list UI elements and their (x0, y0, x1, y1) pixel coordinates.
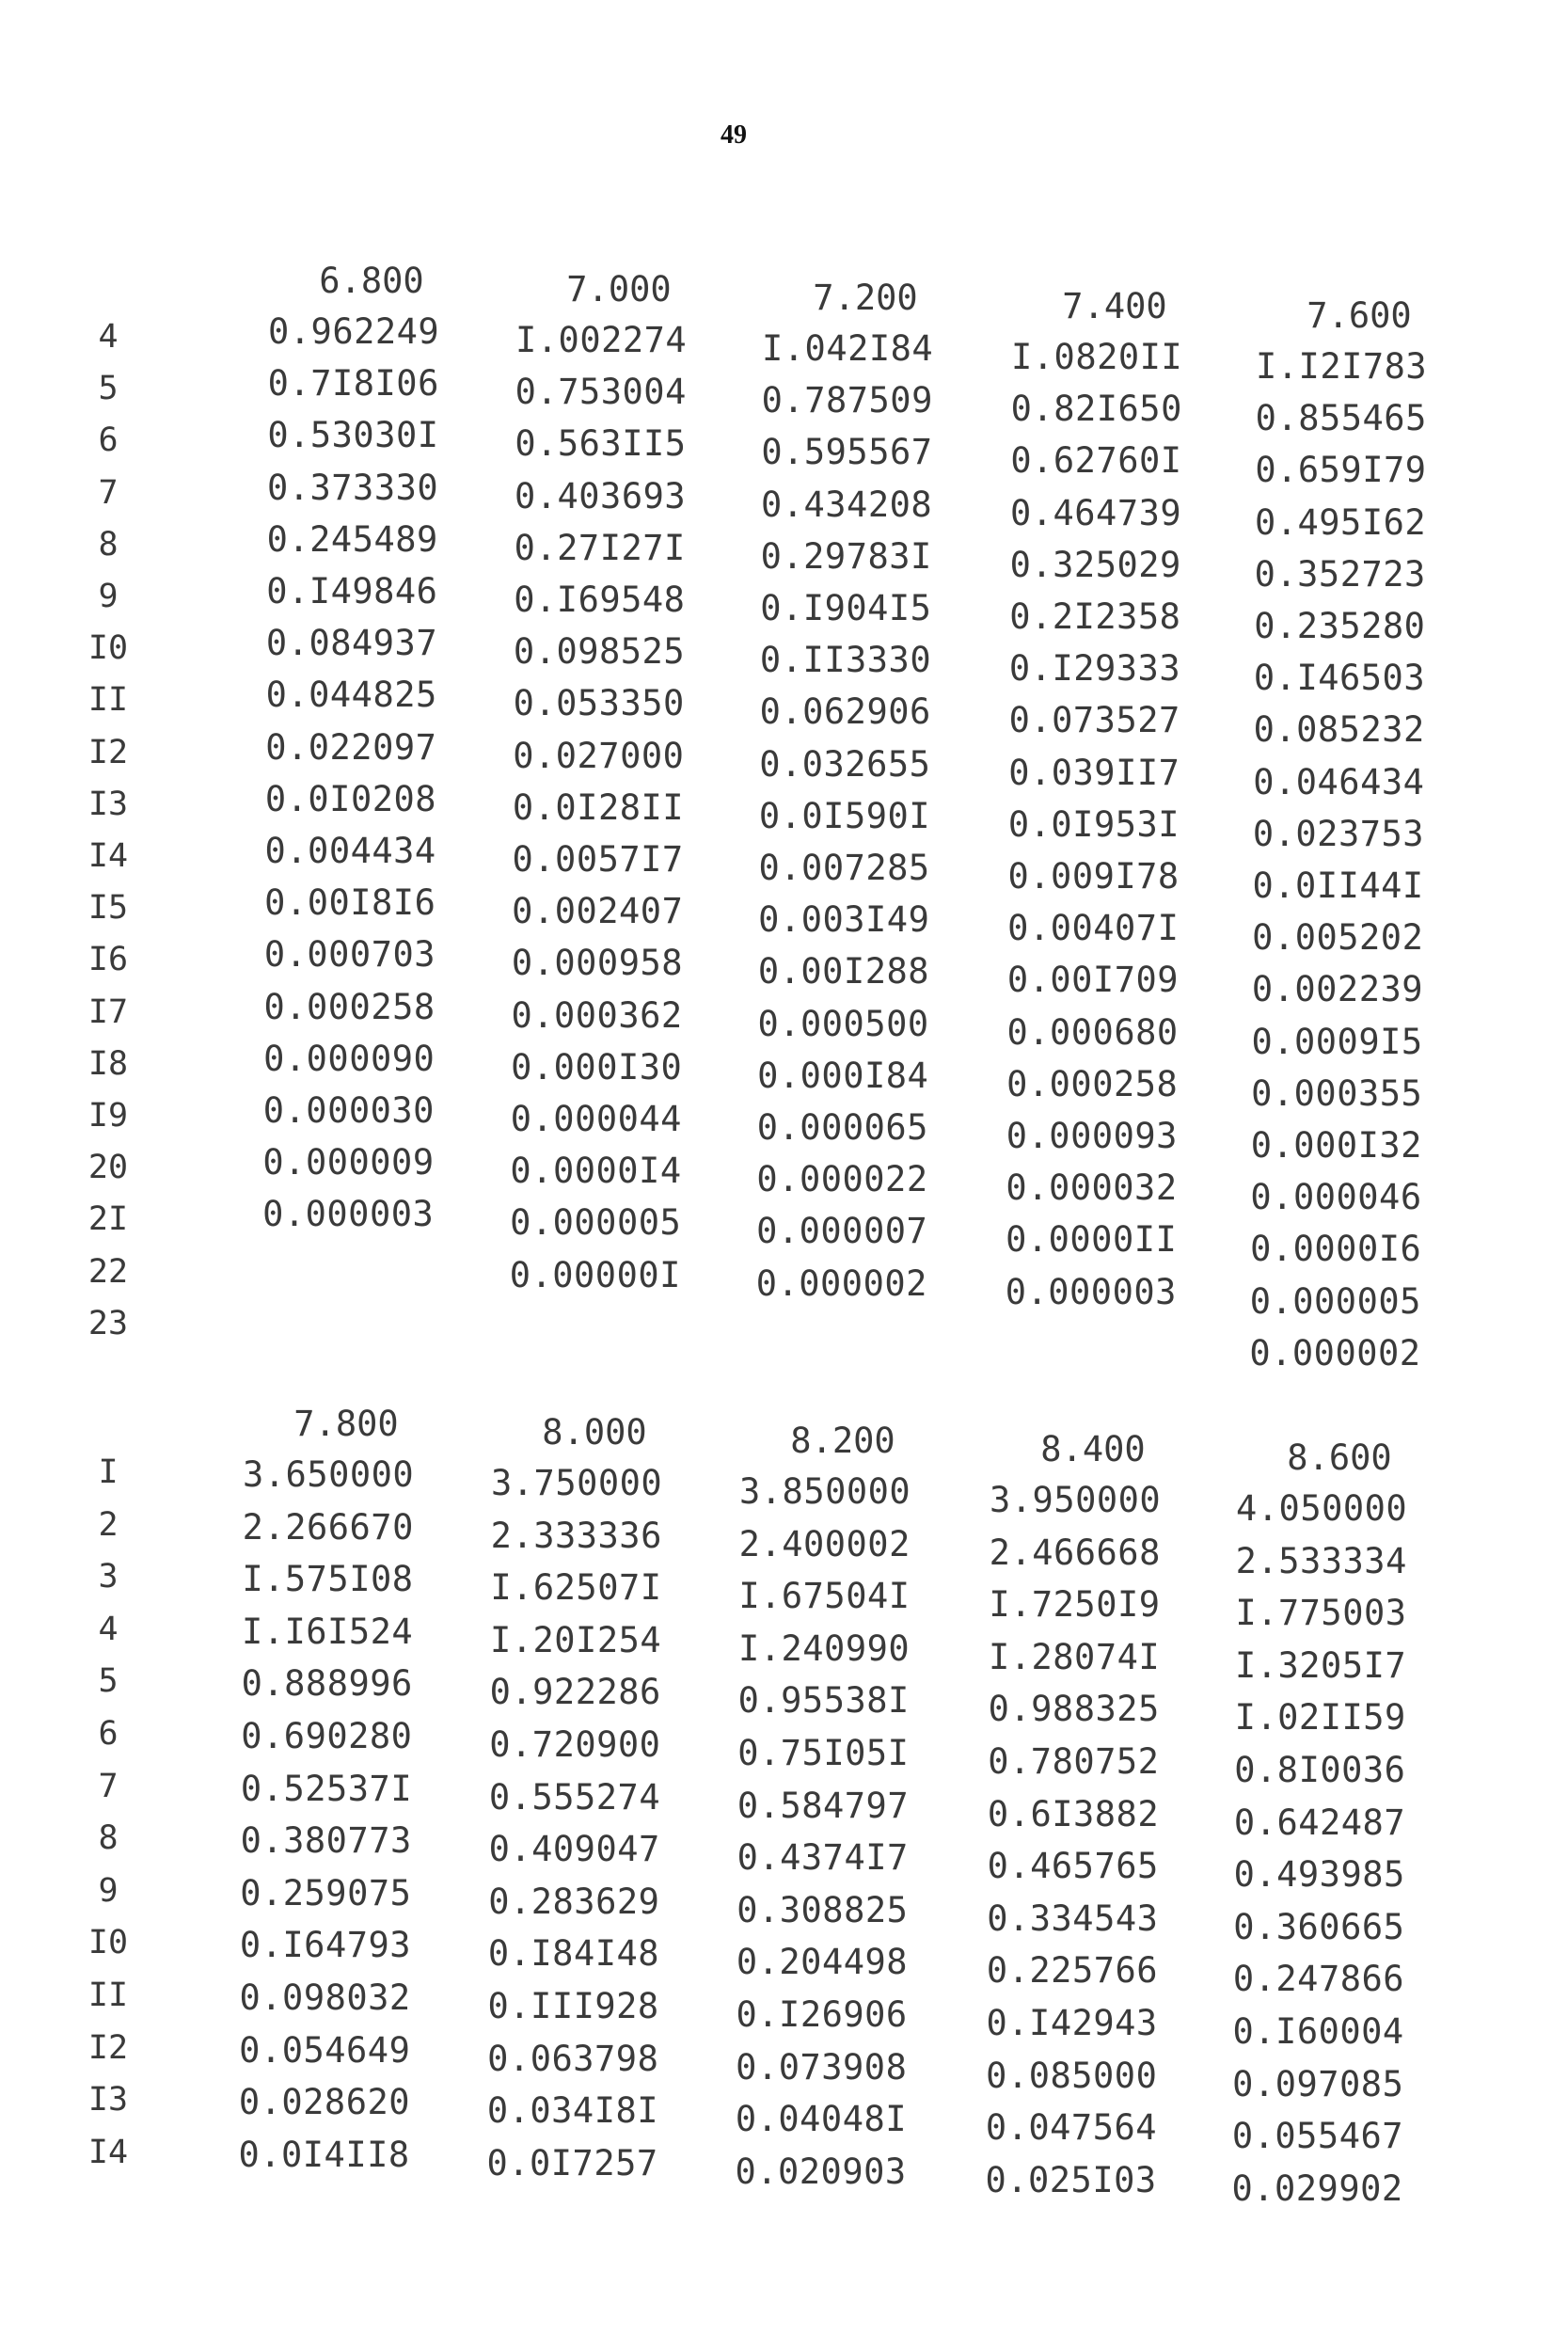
table-cell: 0.690280 (241, 1716, 413, 1756)
table-cell: 0.0000I4 (510, 1151, 682, 1192)
table-cell: 0.000I32 (1250, 1125, 1422, 1166)
table-cell: 0.053350 (513, 683, 685, 724)
table-cell: 3.750000 (491, 1463, 663, 1503)
row-label: 22 (87, 1252, 129, 1291)
table-cell: 0.787509 (761, 380, 933, 421)
table-cell: 0.098525 (513, 631, 686, 673)
table-cell: 0.000680 (1006, 1011, 1179, 1053)
table-cell: 0.27I27I (514, 527, 686, 568)
table-cell: 0.555274 (488, 1776, 661, 1818)
table-cell: 0.8I0036 (1234, 1750, 1406, 1790)
table-cell: I.3205I7 (1234, 1644, 1407, 1686)
table-cell: 0.6I3882 (987, 1793, 1160, 1834)
table-cell: 0.4374I7 (736, 1837, 909, 1879)
table-cell: 0.I64793 (239, 1925, 412, 1966)
row-label: 9 (98, 1871, 119, 1910)
table-cell: 0.0000I6 (1250, 1229, 1422, 1270)
table-cell: 0.029902 (1231, 2167, 1403, 2209)
table-cell: 0.493985 (1233, 1854, 1405, 1896)
row-label: I7 (87, 992, 129, 1031)
table-cell: 0.82I650 (1010, 389, 1182, 430)
row-label: 6 (98, 421, 119, 460)
table-cell: 0.0I7257 (486, 2142, 658, 2183)
table-cell: 0.085232 (1253, 709, 1425, 751)
table-cell: 0.962249 (268, 311, 440, 352)
table-cell: I.575I08 (242, 1559, 414, 1600)
table-cell: 0.098032 (239, 1977, 411, 2018)
table-cell: 0.495I62 (1254, 501, 1427, 543)
column-header: 8.000 (542, 1412, 647, 1453)
table-cell: I.042I84 (762, 328, 934, 369)
table-cell: 0.360665 (1233, 1906, 1405, 1947)
table-cell: 0.028620 (238, 2082, 411, 2123)
table-cell: 0.204498 (736, 1942, 909, 1983)
table-cell: 0.I69548 (514, 580, 686, 620)
table-cell: 0.034I8I (486, 2090, 659, 2132)
table-cell: 0.465765 (987, 1846, 1159, 1887)
table-cell: 2.400002 (738, 1523, 911, 1564)
row-label: 7 (98, 473, 119, 512)
table-cell: 0.023753 (1252, 813, 1425, 854)
table-cell: 0.584797 (736, 1785, 910, 1826)
table-cell: 0.I904I5 (760, 588, 932, 628)
table-cell: 0.I29333 (1008, 648, 1181, 690)
table-cell: 0.063798 (487, 2038, 659, 2079)
table-cell: 3.850000 (739, 1471, 911, 1512)
table-cell: 0.000044 (510, 1099, 682, 1139)
table-cell: 0.000065 (756, 1107, 928, 1148)
table-cell: 0.I60004 (1232, 2011, 1404, 2052)
table-cell: 0.000258 (263, 986, 436, 1027)
table-cell: 0.I84I48 (487, 1933, 660, 1975)
table-cell: 2.333336 (490, 1515, 662, 1556)
table-cell: 0.000003 (1005, 1271, 1177, 1312)
table-cell: 0.95538I (737, 1680, 910, 1722)
table-cell: 4.050000 (1236, 1488, 1408, 1529)
row-label: 20 (87, 1149, 129, 1187)
table-cell: 0.235280 (1254, 606, 1426, 646)
table-cell: 0.2I2358 (1009, 596, 1181, 637)
table-cell: 0.039II7 (1008, 752, 1180, 793)
table-cell: 0.025I03 (985, 2159, 1157, 2200)
column-header: 7.000 (566, 269, 672, 310)
table-cell: 0.247866 (1232, 1959, 1405, 2000)
table-cell: I.62507I (490, 1567, 662, 1609)
table-cell: 0.000007 (756, 1211, 928, 1252)
table-cell: 0.04048I (735, 2099, 908, 2140)
table-cell: 0.I26906 (736, 1994, 908, 2035)
table-cell: 0.047564 (985, 2107, 1158, 2149)
table-cell: 0.373330 (266, 467, 439, 508)
row-label: I5 (87, 889, 129, 928)
table-cell: 0.I49846 (266, 571, 438, 611)
table-cell: I.20I254 (489, 1619, 662, 1660)
column-header: 6.800 (319, 261, 424, 301)
table-cell: 0.62760I (1010, 440, 1182, 482)
table-cell: 0.403693 (514, 475, 687, 516)
table-cell: 0.0I953I (1007, 803, 1180, 845)
table-cell: 0.0I28II (512, 786, 685, 828)
row-label: 4 (98, 318, 119, 356)
row-label: 7 (98, 1767, 119, 1805)
table-cell: 0.00I709 (1006, 960, 1180, 1001)
table-cell: I.775003 (1235, 1593, 1407, 1634)
table-cell: 0.002239 (1251, 969, 1424, 1010)
row-label: 8 (98, 525, 119, 564)
table-cell: 0.259075 (240, 1872, 412, 1913)
row-label: 23 (87, 1304, 129, 1342)
table-cell: 0.855465 (1255, 398, 1427, 439)
table-cell: 0.000355 (1251, 1072, 1423, 1114)
row-label: 2I (87, 1200, 129, 1239)
row-label: 9 (98, 578, 119, 615)
table-cell: 0.097085 (1232, 2063, 1404, 2104)
table-cell: 0.642487 (1233, 1802, 1406, 1843)
table-cell: 0.003I49 (758, 899, 930, 941)
table-cell: I.002274 (515, 320, 688, 360)
table-cell: 0.283629 (488, 1881, 660, 1922)
row-label: 5 (98, 370, 119, 408)
table-cell: 2.466668 (989, 1532, 1161, 1573)
table-cell: 0.000005 (510, 1202, 682, 1244)
table-cell: 0.563II5 (515, 423, 687, 465)
table-cell: 0.032655 (759, 743, 931, 785)
table-cell: 0.53030I (267, 415, 439, 456)
column-header: 8.600 (1287, 1437, 1392, 1478)
table-cell: 0.062906 (759, 691, 931, 733)
table-cell: 0.000362 (511, 994, 683, 1036)
table-cell: I.02II59 (1234, 1697, 1406, 1739)
table-cell: 0.0009I5 (1251, 1021, 1423, 1062)
table-cell: I.7250I9 (989, 1584, 1161, 1626)
table-cell: 0.0II44I (1252, 865, 1424, 906)
row-label: I4 (87, 2133, 129, 2171)
table-cell: 0.00I8I6 (264, 882, 436, 924)
table-cell: 0.073908 (736, 2046, 908, 2088)
table-cell: 0.000500 (757, 1003, 929, 1044)
table-cell: I.240990 (737, 1627, 911, 1669)
table-cell: 0.0I4II8 (238, 2134, 410, 2175)
table-cell: 0.0I590I (758, 795, 931, 836)
table-cell: 0.000I30 (511, 1046, 683, 1088)
row-label: I4 (87, 837, 129, 875)
table-cell: 0.000022 (756, 1159, 928, 1200)
table-cell: 0.022097 (265, 726, 437, 768)
table-cell: 0.00407I (1007, 908, 1180, 949)
row-label: II (87, 681, 129, 720)
column-header: 8.200 (790, 1421, 895, 1461)
table-cell: 0.225766 (986, 1950, 1159, 1992)
row-label: I6 (87, 941, 129, 979)
row-label: I (98, 1453, 119, 1491)
table-cell: 0.046434 (1253, 761, 1425, 802)
row-label: 2 (98, 1505, 119, 1544)
table-cell: 0.000009 (262, 1142, 435, 1183)
table-cell: 0.988325 (988, 1689, 1160, 1730)
table-cell: 0.922286 (489, 1672, 661, 1713)
table-cell: 0.720900 (489, 1724, 661, 1765)
table-cell: 0.308825 (736, 1889, 909, 1930)
table-cell: 0.007285 (758, 848, 930, 888)
table-cell: 0.044825 (265, 675, 437, 716)
row-label: 6 (98, 1715, 119, 1753)
row-label: I8 (87, 1044, 129, 1083)
table-cell: 0.334543 (987, 1897, 1159, 1939)
table-cell: 0.780752 (988, 1741, 1160, 1782)
row-label: II (87, 1977, 129, 2014)
table-cell: 2.533334 (1235, 1540, 1407, 1581)
table-cell: 0.027000 (513, 735, 685, 776)
table-cell: 0.434208 (760, 484, 933, 525)
table-cell: 0.29783I (760, 535, 932, 577)
table-cell: 0.0I0208 (264, 778, 437, 819)
table-cell: 0.325029 (1009, 544, 1181, 585)
table-cell: 3.950000 (990, 1480, 1162, 1520)
table-cell: I.67504I (738, 1576, 911, 1617)
table-cell: 0.000703 (263, 934, 436, 976)
row-label: 5 (98, 1662, 119, 1701)
row-label: I2 (87, 2028, 129, 2067)
table-cell: 0.000I84 (757, 1055, 929, 1096)
table-cell: 0.000005 (1249, 1280, 1421, 1322)
table-cell: 0.002407 (512, 891, 684, 932)
column-header: 7.600 (1307, 295, 1412, 336)
page-number: 49 (721, 120, 747, 150)
row-label: 8 (98, 1819, 119, 1858)
row-label: I9 (87, 1097, 129, 1135)
row-label: I2 (87, 733, 129, 771)
table-cell: 2.266670 (242, 1506, 414, 1548)
table-cell: 0.055467 (1231, 2116, 1404, 2157)
table-cell: 0.245489 (266, 518, 438, 560)
table-cell: 0.000093 (1006, 1116, 1178, 1156)
column-header: 8.400 (1040, 1429, 1146, 1469)
table-cell: 0.75I05I (737, 1733, 910, 1773)
row-label: I3 (87, 2081, 129, 2120)
table-cell: 0.0057I7 (512, 839, 684, 880)
table-cell: 0.III928 (487, 1986, 659, 2026)
table-cell: 0.00I288 (757, 951, 930, 992)
table-cell: 0.005202 (1252, 917, 1424, 959)
table-cell: 0.464739 (1009, 492, 1182, 533)
column-header: 7.800 (293, 1404, 399, 1444)
table-cell: 0.409047 (488, 1829, 660, 1870)
table-cell: 0.000030 (262, 1090, 435, 1131)
table-cell: 0.084937 (265, 623, 438, 664)
table-cell: 0.000002 (1249, 1332, 1421, 1373)
table-cell: 0.595567 (761, 432, 933, 473)
table-cell: 0.753004 (515, 372, 687, 413)
table-cell: 0.004434 (264, 831, 436, 871)
table-cell: 0.054649 (239, 2029, 411, 2071)
table-cell: 0.659I79 (1255, 450, 1427, 491)
table-cell: 0.352723 (1254, 553, 1426, 595)
table-cell: I.I2I783 (1256, 346, 1428, 387)
table-cell: 0.000958 (511, 943, 684, 984)
table-cell: 0.000002 (755, 1262, 927, 1304)
row-label: I3 (87, 785, 129, 823)
table-cell: 0.000046 (1250, 1177, 1422, 1218)
table-cell: 0.0000II (1006, 1219, 1178, 1261)
table-cell: 0.009I78 (1007, 856, 1180, 897)
column-header: 7.400 (1062, 286, 1167, 326)
table-cell: 0.00000I (509, 1254, 681, 1295)
table-cell: 0.085000 (986, 2055, 1158, 2096)
table-cell: 3.650000 (243, 1454, 415, 1495)
table-cell: 0.7I8I06 (267, 363, 439, 405)
row-label: I0 (87, 1924, 129, 1962)
table-cell: 0.000258 (1006, 1063, 1179, 1104)
table-cell: 0.000003 (262, 1194, 435, 1235)
table-cell: 0.073527 (1008, 700, 1180, 741)
table-cell: I.28074I (988, 1636, 1161, 1677)
table-cell: 0.I46503 (1253, 658, 1426, 699)
table-cell: 0.II3330 (759, 640, 932, 681)
table-cell: 0.52537I (240, 1768, 413, 1809)
table-cell: I.0820II (1011, 337, 1183, 377)
table-cell: 0.020903 (735, 2151, 907, 2192)
row-label: 3 (98, 1558, 119, 1596)
table-cell: 0.000090 (263, 1038, 436, 1079)
table-cell: I.I6I524 (241, 1611, 414, 1652)
row-label: I0 (87, 629, 129, 668)
row-label: 4 (98, 1610, 119, 1648)
table-cell: 0.380773 (240, 1820, 412, 1862)
table-cell: 0.000032 (1006, 1167, 1178, 1209)
column-header: 7.200 (813, 278, 918, 318)
table-cell: 0.888996 (241, 1663, 413, 1705)
table-cell: 0.I42943 (986, 2003, 1158, 2043)
